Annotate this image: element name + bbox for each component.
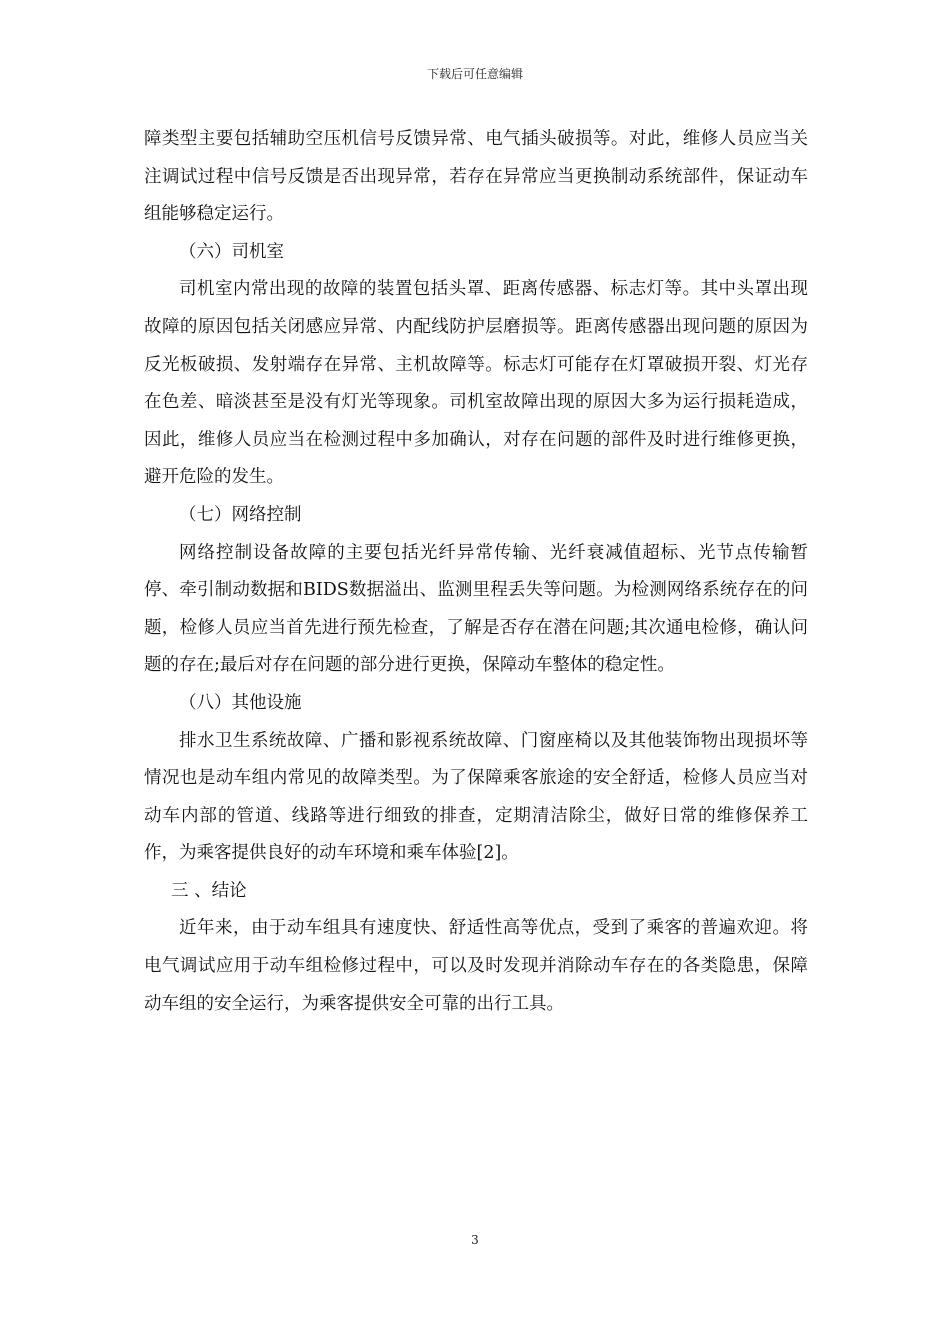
paragraph-driver-cab: 司机室内常出现的故障的装置包括头罩、距离传感器、标志灯等。其中头罩出现故障的原因包括关闭感应异常、内配线防护层磨损等。距离传感器出现问题的原因为反光板破损、发射端存在异常、主机故障等。标志灯可能存在灯罩破损开裂、灯光存在色差、暗淡甚至是没有灯光等现象。司机室故障出现的原因大多为运行损耗造成，因此，维修人员应当在检测过程中多加确认，对存在问题的部件及时进行维修更换，避开危险的发生。 [144, 279, 808, 488]
section-heading-other-facilities: （八）其他设施 [179, 692, 302, 713]
section-heading-conclusion: 三 、结论 [171, 880, 247, 901]
paragraph-continuation: 障类型主要包括辅助空压机信号反馈异常、电气插头破损等。对此，维修人员应当关注调试过程中信号反馈是否出现异常，若存在异常应当更换制动系统部件，保证动车组能够稳定运行。 [144, 129, 808, 225]
page-header: 下载后可任意编辑 [426, 67, 523, 81]
paragraph-network-control: 网络控制设备故障的主要包括光纤异常传输、光纤衰减值超标、光节点传输暂停、牵引制动数据和BIDS数据溢出、监测里程丢失等问题。为检测网络系统存在的问题，检修人员应当首先进行预先检查，了解是否存在潜在问题;其次通电检修，确认问题的存在;最后对存在问题的部分进行更换，保障动车整体的稳定性。 [144, 542, 808, 676]
section-heading-driver-cab: （六）司机室 [179, 241, 284, 262]
page-number: 3 [471, 1233, 479, 1247]
document-body [144, 121, 808, 1023]
paragraph-conclusion: 近年来，由于动车组具有速度快、舒适性高等优点，受到了乘客的普遍欢迎。将电气调试应用于动车组检修过程中，可以及时发现并消除动车存在的各类隐患，保障动车组的安全运行，为乘客提供安全可靠的出行工具。 [144, 918, 808, 1014]
section-heading-network-control: （七）网络控制 [179, 504, 302, 525]
paragraph-other-facilities: 排水卫生系统故障、广播和影视系统故障、门窗座椅以及其他装饰物出现损坏等情况也是动车组内常见的故障类型。为了保障乘客旅途的安全舒适，检修人员应当对动车内部的管道、线路等进行细致的排查，定期清洁除尘，做好日常的维修保养工作，为乘客提供良好的动车环境和乘车体验[2]。 [144, 730, 808, 864]
